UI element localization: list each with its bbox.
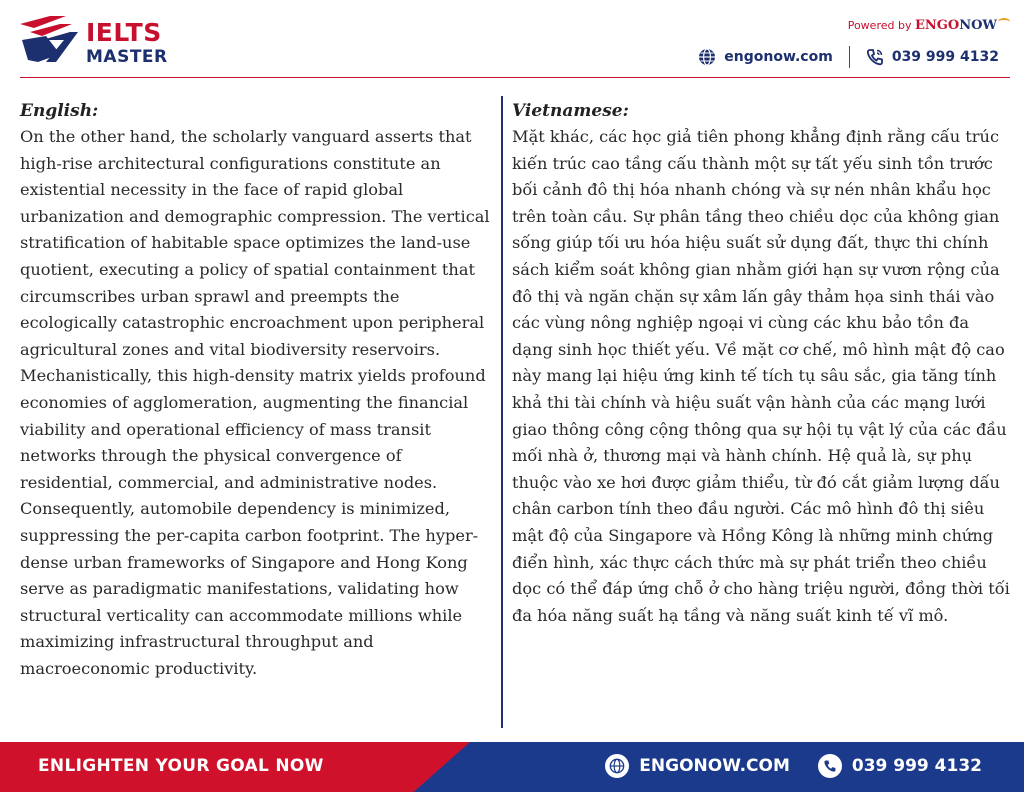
header-website-link[interactable]: engonow.com xyxy=(724,49,833,65)
english-heading: English: xyxy=(20,101,99,121)
powered-prefix: Powered by xyxy=(847,19,915,32)
brand-swoosh-icon xyxy=(998,18,1010,26)
header-divider xyxy=(20,77,1010,78)
phone-icon xyxy=(818,754,842,778)
column-divider xyxy=(501,96,503,728)
footer-contact xyxy=(605,754,982,778)
logo-master-text: MASTER xyxy=(86,47,168,67)
footer-website-link[interactable]: ENGONOW.COM xyxy=(639,756,790,776)
header-contact xyxy=(698,46,999,68)
powered-brand-now: NOW xyxy=(959,18,997,33)
ielts-master-logo[interactable] xyxy=(20,14,190,70)
english-column xyxy=(20,98,498,682)
page-footer xyxy=(0,742,1024,792)
vietnamese-body: Mặt khác, các học giả tiên phong khẳng định rằng cấu trúc kiến trúc cao tầng cấu thành một sự tất yếu sinh tồn trước bối cảnh đô thị hóa nhanh chóng và sự nén nhân khẩu học trên toàn cầu. Sự phân tầng theo chiều dọc của không gian sống giúp tối ưu hóa hiệu suất sử dụng đất, thực thi chính sách kiểm soát không gian nhằm giới hạn sự vươn rộng của đô thị và ngăn chặn sự xâm lấn gây thảm họa sinh thái vào các vùng nông nghiệp ngoại vi cùng các khu bảo tồn đa dạng sinh học thiết yếu. Về mặt cơ chế, mô hình mật độ cao này mang lại hiệu ứng kinh tế tích tụ sâu sắc, gia tăng tính khả thi tài chính và hiệu suất vận hành của các mạng lưới giao thông công cộng thông qua sự hội tụ vật lý của các đầu mối nhà ở, thương mại và hành chính. Hệ quả là, sự phụ thuộc vào xe hơi được giảm thiểu, từ đó cắt giảm lượng dấu chân carbon tính theo đầu người. Các mô hình đô thị siêu mật độ của Singapore và Hồng Kông là những minh chứng điển hình, xác thực cách thức mà sự phát triển theo chiều dọc có thể đáp ứng chỗ ở cho hàng triệu người, đồng thời tối đa hóa năng suất hạ tầng và năng suất kinh tế vĩ mô. xyxy=(512,127,1010,625)
powered-by-engonow xyxy=(848,18,1010,33)
header-contact-divider xyxy=(849,46,850,68)
header-phone-link[interactable]: 039 999 4132 xyxy=(891,49,999,65)
vietnamese-column xyxy=(512,98,1010,629)
logo-ielts-text: IELTS xyxy=(86,18,162,47)
page-header xyxy=(0,0,1024,78)
footer-slogan: ENLIGHTEN YOUR GOAL NOW xyxy=(38,756,324,776)
globe-icon xyxy=(605,754,629,778)
footer-phone-link[interactable]: 039 999 4132 xyxy=(851,756,982,776)
vietnamese-heading: Vietnamese: xyxy=(512,101,629,121)
phone-icon xyxy=(866,48,884,66)
logo-stripes-icon xyxy=(20,14,82,64)
globe-icon xyxy=(698,48,716,66)
powered-brand-engo: ENGO xyxy=(914,18,960,33)
english-body: On the other hand, the scholarly vanguard asserts that high-rise architectural configurations constitute an existential necessity in the face of rapid global urbanization and demographic compression. The vertical stratification of habitable space optimizes the land-use quotient, executing a policy of spatial containment that circumscribes urban sprawl and preempts the ecologically catastrophic encroachment upon peripheral agricultural zones and vital biodiversity reservoirs. Mechanistically, this high-density matrix yields profound economies of agglomeration, augmenting the financial viability and operational efficiency of mass transit networks through the physical convergence of residential, commercial, and administrative nodes. Consequently, automobile dependency is minimized, suppressing the per-capita carbon footprint. The hyper-dense urban frameworks of Singapore and Hong Kong serve as paradigmatic manifestations, validating how structural verticality can accommodate millions while maximizing infrastructural throughput and macroeconomic productivity. xyxy=(20,127,490,678)
